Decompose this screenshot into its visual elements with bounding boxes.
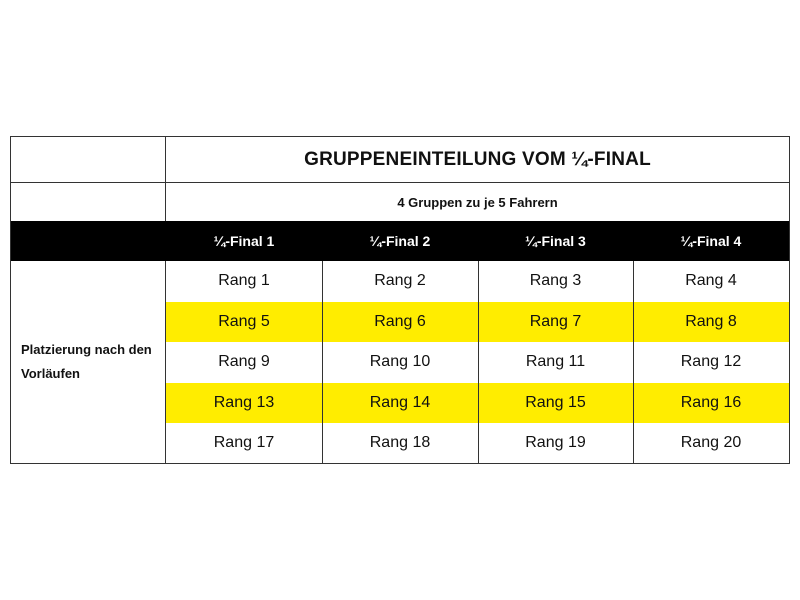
column-divider bbox=[478, 261, 479, 463]
table-cell: Rang 17 bbox=[213, 434, 275, 451]
table-cell: Rang 5 bbox=[218, 313, 270, 330]
table-cell: Rang 19 bbox=[525, 434, 586, 451]
table-cell: Rang 4 bbox=[685, 272, 737, 289]
table-cell: Rang 6 bbox=[374, 313, 426, 330]
table-title: GRUPPENEINTEILUNG VOM ¼-FINAL bbox=[166, 137, 789, 183]
table-cell: Rang 2 bbox=[374, 272, 426, 289]
table-cell: Rang 12 bbox=[680, 353, 742, 370]
column-header-4: ¼-Final 4 bbox=[680, 233, 742, 249]
table-cell: Rang 1 bbox=[218, 272, 270, 289]
table-cell: Rang 9 bbox=[218, 353, 270, 370]
table-cell: Rang 8 bbox=[685, 313, 737, 330]
column-header-1: ¼-Final 1 bbox=[213, 233, 275, 249]
table-cell: Rang 15 bbox=[525, 394, 586, 411]
table-cell: Rang 7 bbox=[529, 313, 582, 330]
table-subtitle: 4 Gruppen zu je 5 Fahrern bbox=[397, 194, 558, 210]
column-divider bbox=[322, 261, 323, 463]
column-header-2: ¼-Final 2 bbox=[369, 233, 431, 249]
row-label bbox=[11, 261, 166, 463]
table-cell: Rang 20 bbox=[680, 434, 742, 451]
table-cell: Rang 11 bbox=[525, 353, 586, 370]
title-empty-cell bbox=[11, 137, 166, 183]
table-cell: Rang 14 bbox=[369, 394, 431, 411]
table-cell: Rang 13 bbox=[213, 394, 275, 411]
column-header-3: ¼-Final 3 bbox=[525, 233, 586, 249]
table-cell: Rang 16 bbox=[680, 394, 742, 411]
row-label-text: Platzierung nach den Vorläufen bbox=[21, 342, 152, 381]
column-divider bbox=[633, 261, 634, 463]
table-cell: Rang 18 bbox=[369, 434, 431, 451]
grouping-table bbox=[10, 136, 790, 464]
table-cell: Rang 10 bbox=[369, 353, 431, 370]
subtitle-empty-cell bbox=[11, 183, 166, 221]
table-cell: Rang 3 bbox=[529, 272, 582, 289]
